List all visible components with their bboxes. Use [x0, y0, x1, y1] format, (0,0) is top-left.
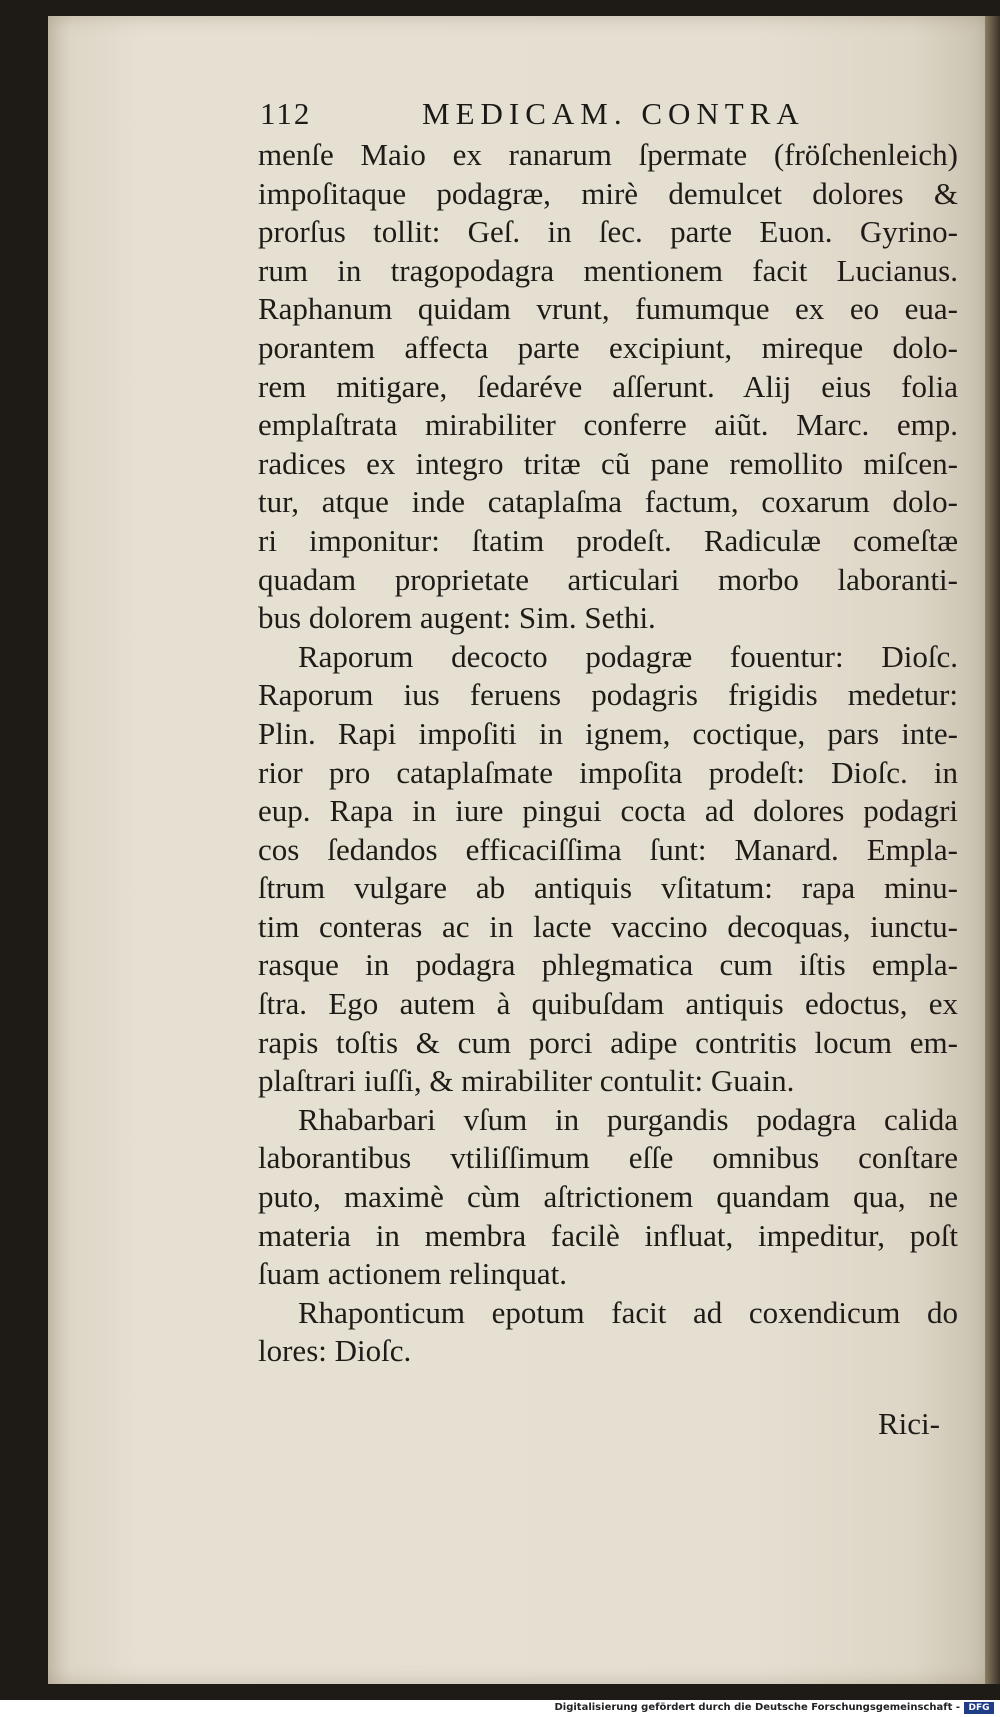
text-line: rem mitigare, ſedaréve aſſerunt. Alij eius folia — [258, 368, 958, 404]
text-line: Rhaponticum epotum facit ad coxendicum do — [298, 1294, 958, 1330]
text-line: rapis toſtis & cum porci adipe contritis locum em- — [258, 1024, 958, 1060]
text-line: tim conteras ac in lacte vaccino decoquas, iunctu- — [258, 908, 958, 944]
text-line: rum in tragopodagra mentionem facit Lucianus. — [258, 252, 958, 288]
page-number: 112 — [260, 96, 312, 131]
text-line: cos ſedandos efficaciſſima ſunt: Manard. Empla- — [258, 831, 958, 867]
body-text — [258, 136, 958, 1371]
text-line: ſuam actionem relinquat. — [258, 1256, 568, 1292]
text-line: eup. Rapa in iure pingui cocta ad dolores podagri — [258, 793, 958, 829]
text-line: emplaſtrata mirabiliter conferre aiũt. Marc. emp. — [258, 407, 958, 443]
text-line: Plin. Rapi impoſiti in ignem, coctique, pars inte- — [258, 715, 958, 751]
digitization-footer — [0, 1700, 1000, 1717]
text-line: tur, atque inde cataplaſma factum, coxarum dolo- — [258, 484, 958, 520]
text-line: Raphanum quidam vrunt, fumumque ex eo eua- — [258, 291, 958, 327]
text-line: plaſtrari iuſſi, & mirabiliter contulit: Guain. — [258, 1063, 795, 1099]
text-line: bus dolorem augent: Sim. Sethi. — [258, 600, 656, 636]
funding-credit: Digitalisierung gefördert durch die Deutsche Forschungsgemeinschaft - — [554, 1702, 960, 1713]
text-line: ſtrum vulgare ab antiquis vſitatum: rapa minu- — [258, 870, 958, 906]
text-line: laborantibus vtiliſſimum eſſe omnibus conſtare — [258, 1140, 958, 1176]
catchword: Rici- — [878, 1406, 940, 1441]
text-line: materia in membra facilè influat, impeditur, poſt — [258, 1217, 958, 1253]
dfg-logo[interactable]: DFG — [964, 1702, 994, 1714]
text-line: porantem affecta parte excipiunt, mireque dolo- — [258, 329, 958, 365]
text-line: puto, maximè cùm aſtrictionem quandam qua, ne — [258, 1179, 958, 1215]
text-line: rasque in podagra phlegmatica cum iſtis empla- — [258, 947, 958, 983]
text-line: prorſus tollit: Geſ. in ſec. parte Euon. Gyrino- — [258, 214, 958, 250]
text-line: ſtra. Ego autem à quibuſdam antiquis edoctus, ex — [258, 986, 958, 1022]
text-line: quadam proprietate articulari morbo laboranti- — [258, 561, 958, 597]
text-line: lores: Dioſc. — [258, 1333, 412, 1369]
text-line: Raporum decocto podagræ fouentur: Dioſc. — [298, 638, 958, 674]
text-line: ri imponitur: ſtatim prodeſt. Radiculæ comeſtæ — [258, 522, 958, 558]
text-line: Raporum ius feruens podagris frigidis medetur: — [258, 677, 958, 713]
text-line: radices ex integro tritæ cũ pane remollito miſcen- — [258, 445, 958, 481]
running-title: MEDICAM. CONTRA — [422, 96, 805, 131]
page-fold-edge — [985, 16, 1000, 1684]
text-line: rior pro cataplaſmate impoſita prodeſt: Dioſc. in — [258, 754, 958, 790]
text-line: menſe Maio ex ranarum ſpermate (fröſchenleich) — [258, 137, 958, 172]
text-line: Rhabarbari vſum in purgandis podagra calida — [298, 1101, 958, 1137]
text-line: impoſitaque podagræ, mirè demulcet dolores & — [258, 175, 958, 211]
